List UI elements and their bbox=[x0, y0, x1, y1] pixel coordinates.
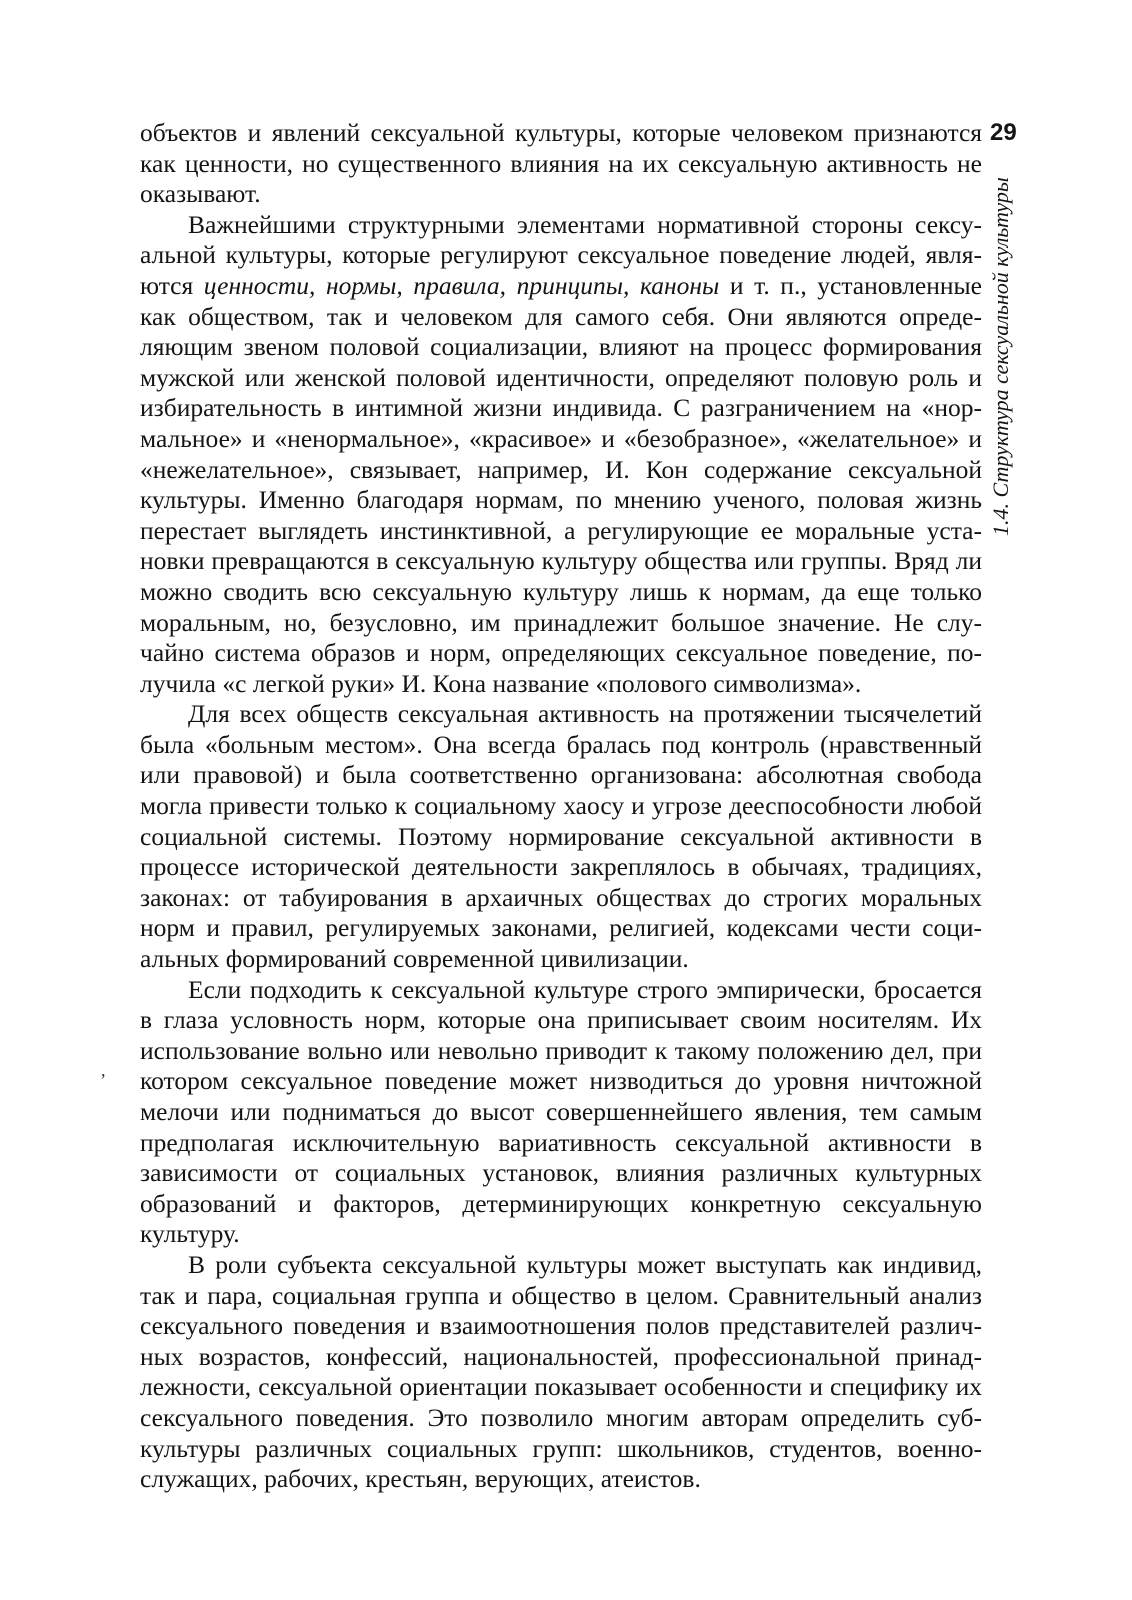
paragraph-text: Если подходить к сексуальной культуре строго эмпирически, бросается в глаза условность норм, которые она приписывает своим носителям. Их использование вольно или невольно приводит к такому положению дел, при котором сексуальное поведение может низводиться до уровня ничтожной мелочи или подниматься до высот совершеннейшего явления, тем самым предполагая исключительную вариативность сексуальной активности в зависимости от социальных установок, влияния различных культурных образований и факторов, детерминирующих конкретную сексуальную культуру. bbox=[140, 974, 982, 1249]
main-text bbox=[140, 118, 982, 1495]
running-head: 1.4. Структура сексуальной культуры bbox=[988, 177, 1013, 536]
paragraph-normative-elements bbox=[140, 210, 982, 700]
paragraph-continuation bbox=[140, 118, 982, 210]
margin-speck: , bbox=[101, 1060, 106, 1080]
emphasis-term-list: ценности, нормы, правила, принципы, каноны bbox=[203, 270, 720, 300]
paragraph-text: объектов и явлений сексуальной культуры, которые человеком признаются как ценности, но существенного влияния на их сексуальную активность не оказывают. bbox=[140, 118, 982, 209]
page-number: 29 bbox=[990, 119, 1017, 146]
paragraph-empirical-approach bbox=[140, 975, 982, 1250]
paragraph-culture-subjects bbox=[140, 1250, 982, 1495]
paragraph-text: и т. п., установленные как обществом, так и человеком для самого себя. Они являются определяющим звеном половой социализации, влияют на процесс формирования мужской или женской половой идентичности, определяют половую роль и избирательность в интимной жизни индивида. С разграничением на «нормальное» и «ненормальное», «красивое» и «безобразное», «желательное» и «нежелательное», связывает, например, И. Кон содержание сексуальной культуры. Именно благодаря нормам, по мнению ученого, половая жизнь перестает выглядеть инстинктивной, а регулирующие ее моральные установки превращаются в сексуальную культуру общества или группы. Вряд ли можно сводить всю сексуальную культуру лишь к нормам, да еще только моральным, но, безусловно, им принадлежит большое значение. Не случайно система образов и норм, определяющих сексуальное поведение, получила «с легкой руки» И. Кона название «полового символизма». bbox=[140, 270, 982, 698]
paragraph-text: Для всех обществ сексуальная активность на протяжении тысячелетий была «больным местом». Она всегда бралась под контроль (нравственный или правовой) и была соответственно организована: абсолютная свобода могла привести только к социальному хаосу и угрозе дееспособности любой социальной системы. Поэтому нормирование сексуальной активности в процессе исторической деятельности закреплялось в обычаях, традициях, законах: от табуирования в архаичных обществах до строгих моральных норм и правил, регулируемых законами, религией, кодексами чести социальных формирований современной цивилизации. bbox=[140, 699, 982, 974]
paragraph-text: В роли субъекта сексуальной культуры может выступать как индивид, так и пара, социальная группа и общество в целом. Сравнительный анализ сексуального поведения и взаимоотношения полов представителей различных возрастов, конфессий, национальностей, профессиональной принадлежности, сексуальной ориентации показывает особенности и специфику их сексуального поведения. Это позволило многим авторам определить субкультуры различных социальных групп: школьников, студентов, военнослужащих, рабочих, крестьян, верующих, атеистов. bbox=[140, 1249, 982, 1494]
paragraph-sexual-activity-control bbox=[140, 699, 982, 974]
paragraph-text: Важнейшими структурными элементами нормативной стороны сексуальной культуры, которые регулируют сексуальное поведение людей, являются bbox=[140, 209, 982, 300]
